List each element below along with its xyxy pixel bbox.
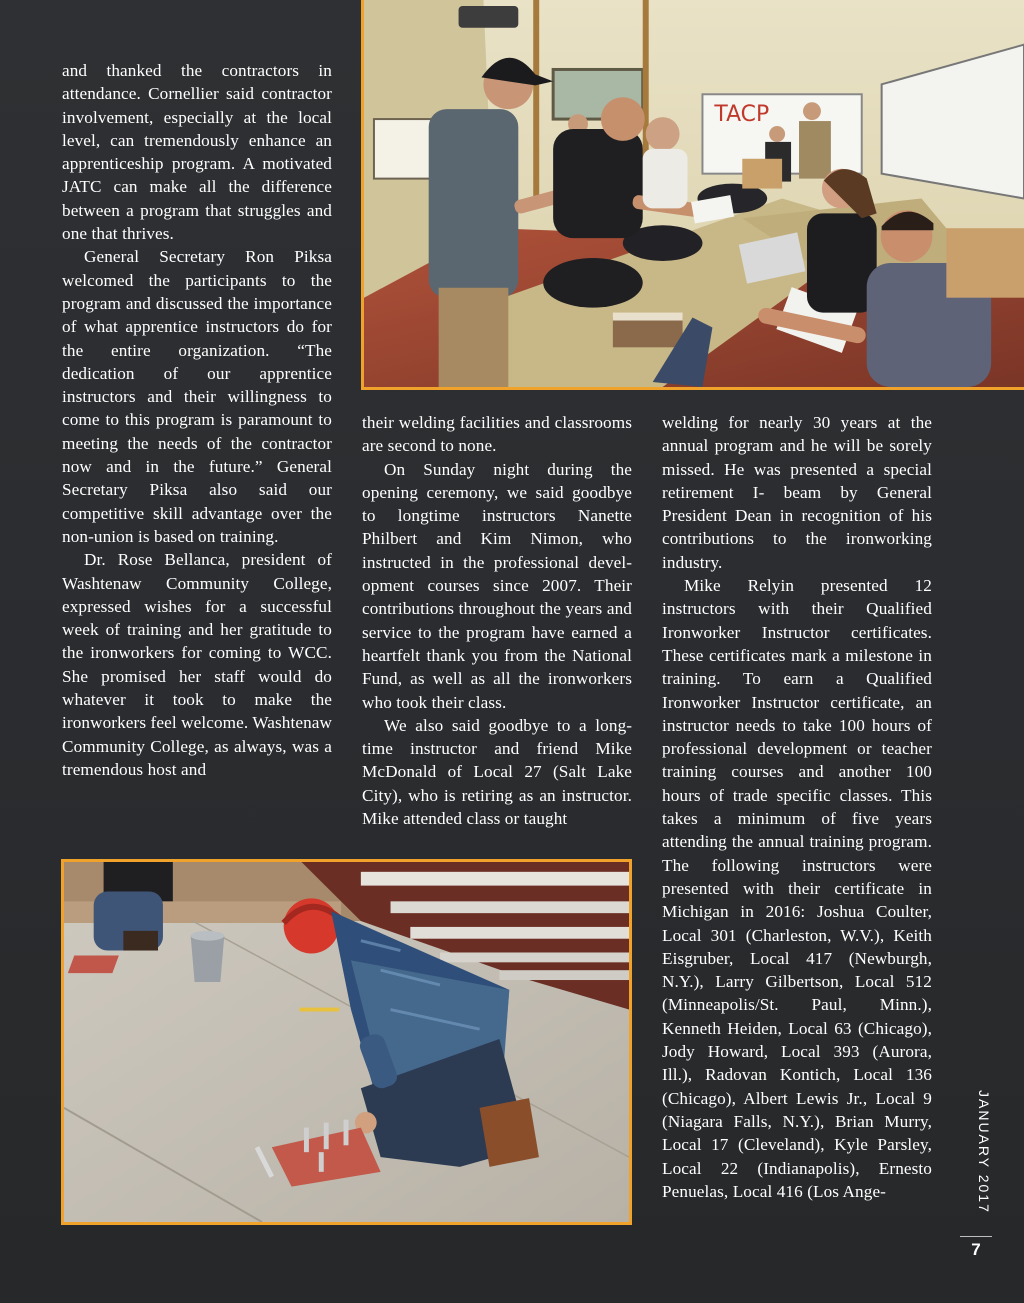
worker-kneeling-photo: [61, 859, 632, 1225]
whiteboard-text: TACP: [714, 102, 770, 128]
issue-date-label: JANUARY 2017: [976, 1090, 992, 1214]
text-column-2: [362, 411, 632, 830]
text-column-1: [62, 59, 332, 781]
paragraph: their welding facilities and classrooms are second to none.: [362, 413, 632, 456]
classroom-photo-image: [364, 0, 1024, 387]
paragraph: Dr. Rose Bellanca, president of Washtenaw Community College, expressed wishes for a successful week of training and her gratitude to the ironworkers for coming to WCC. She promised her staff would do whatever it took to make the ironworkers feel welcome. Washtenaw Community College, as always, was a tremendous host and: [62, 550, 333, 779]
paragraph: and thanked the contractors in attendance. Cornellier said contractor involvement, especially at the local level, can tremendously enhance an apprenticeship program. A motivated JATC can make all the difference between a program that struggles and one that thrives.: [62, 61, 332, 244]
paragraph: General Secretary Ron Piksa welcomed the participants to the program and discussed the importance of what apprentice instructors do for the entire organization. “The dedication of our apprentice instructors and their willingness to come to this program is paramount to meeting the needs of the contractor now and in the future.” General Secretary Piksa also said our competitive skill advantage over the non-union is based on training.: [62, 247, 332, 546]
worker-kneeling-photo-image: [64, 862, 629, 1222]
text-column-3: [662, 411, 932, 1203]
paragraph: welding for nearly 30 years at the annual program and he will be sorely missed. He was presented a special retirement I- beam by General President Dean in recognition of his contributions to the ironworking industry.: [662, 413, 932, 572]
paragraph: We also said goodbye to a longtime instructor and friend Mike McDonald of Local 27 (Salt Lake City), who is retiring as an instructor. Mike attended class or taught: [362, 715, 632, 829]
page-number: 7: [971, 1240, 981, 1259]
classroom-photo: [361, 0, 1024, 390]
paragraph: Mike Relyin presented 12 instructors with their Qualified Ironworker Instructor certificates. These certificates mark a milestone in training. To earn a Qualified Ironworker Instructor certificate, an instructor needs to take 100 hours of professional development or teacher training courses and another 100 hours of trade specific classes. This takes a minimum of five years attending the annual training program. The following instructors were presented with their certificate in Michigan in 2016: Joshua Coulter, Local 301 (Charleston, W.V.), Keith Eisgruber, Local 417 (Newburgh, N.Y.), Larry Gilbertson, Local 512 (Minneapolis/St. Paul, Minn.), Kenneth Heiden, Local 63 (Chicago), Jody Howard, Local 393 (Aurora, Ill.), Radovan Kontich, Local 136 (Chicago), Albert Lewis Jr., Local 9 (Niagara Falls, N.Y.), Brian Murry, Local 17 (Cleveland), Kyle Parsley, Local 22 (Indianapolis), Ernesto Penuelas, Local 416 (Los Ange-: [662, 576, 932, 1201]
paragraph: On Sunday night during the opening ceremony, we said goodbye to longtime instructors Nanette Philbert and Kim Nimon, who instructed in the professional development courses since 2007. Their contributions throughout the years and service to the program have earned a heartfelt thank you from the National Fund, as well as all the ironworkers who took their class.: [362, 459, 632, 712]
folio-divider: [960, 1236, 992, 1237]
